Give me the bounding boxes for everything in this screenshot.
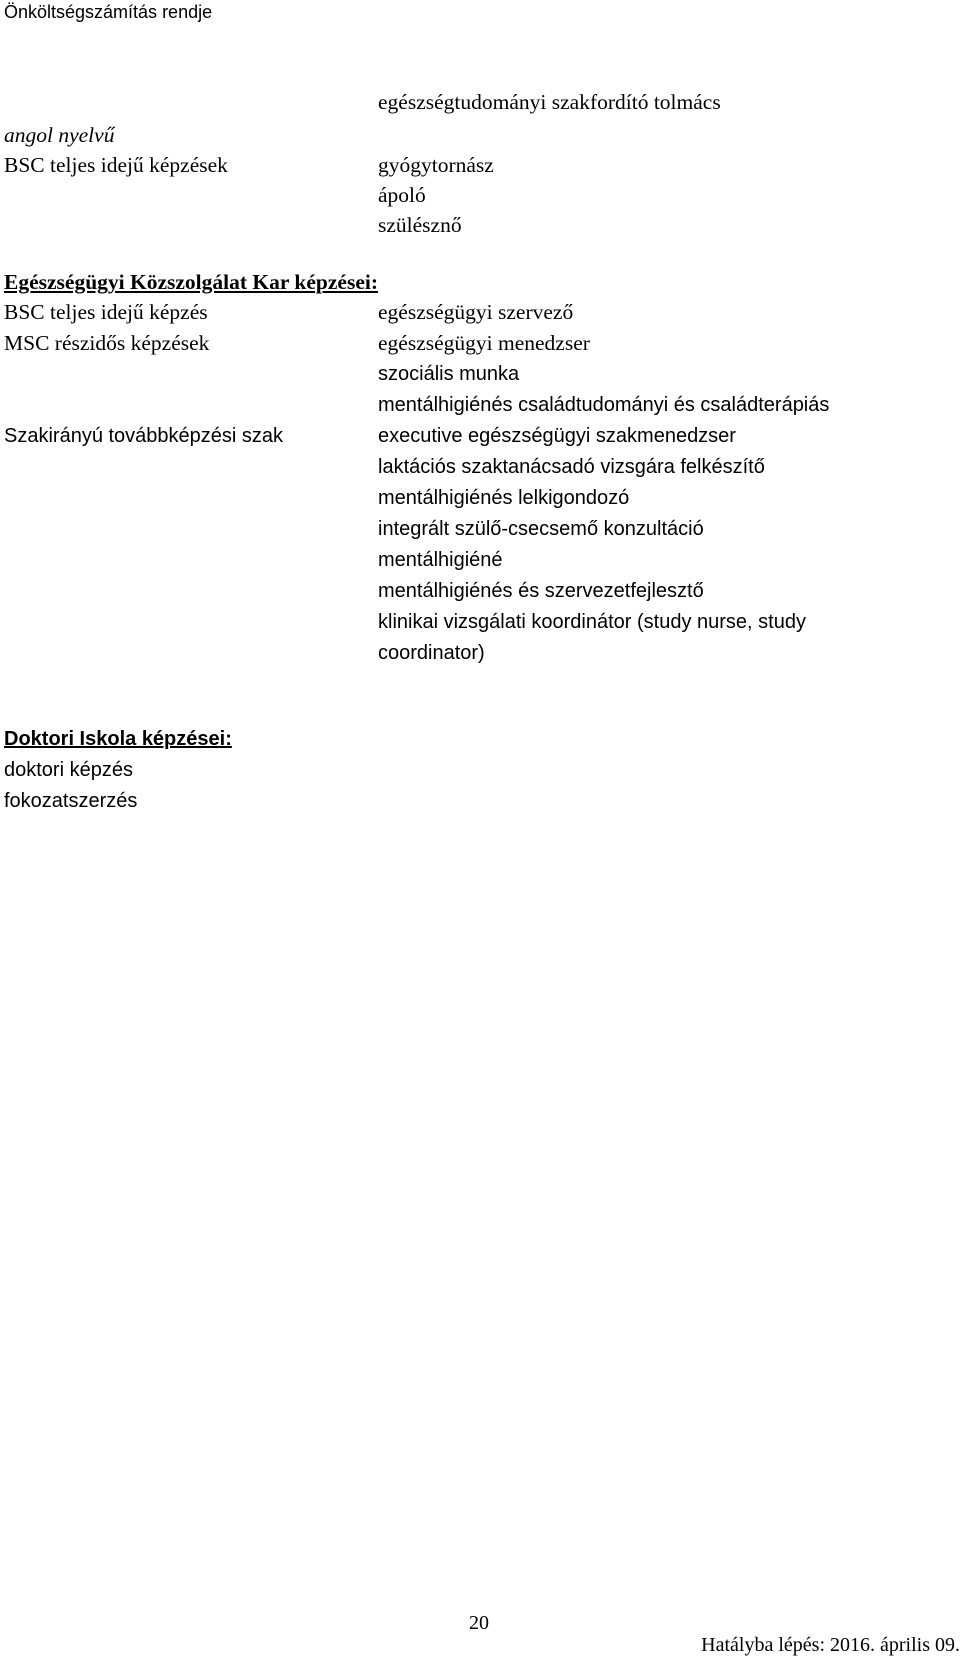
english-language-label: angol nyelvű [4, 123, 115, 147]
specialized-item: laktációs szaktanácsadó vizsgára felkészítő [378, 456, 765, 478]
msc-item: szociális munka [378, 363, 520, 385]
doctoral-item: fokozatszerzés [4, 790, 138, 812]
english-item: ápoló [378, 183, 426, 207]
english-program-label: BSC teljes idejű képzések [4, 153, 228, 177]
specialized-item: integrált szülő-csecsemő konzultáció [378, 518, 704, 540]
msc-item: egészségügyi menedzser [378, 331, 590, 355]
specialized-item: coordinator) [378, 642, 485, 664]
bsc-label: BSC teljes idejű képzés [4, 300, 208, 324]
english-top-item: egészségtudományi szakfordító tolmács [378, 90, 721, 114]
specialized-item: mentálhigiénés lelkigondozó [378, 487, 630, 509]
specialized-item: executive egészségügyi szakmenedzser [378, 425, 736, 447]
specialized-item: klinikai vizsgálati koordinátor (study nurse, study [378, 611, 806, 633]
msc-item: mentálhigiénés családtudományi és családterápiás [378, 394, 830, 416]
specialized-item: mentálhigiéné [378, 549, 503, 571]
page-number: 20 [469, 1612, 489, 1634]
english-item: szülésznő [378, 213, 462, 237]
specialized-item: mentálhigiénés és szervezetfejlesztő [378, 580, 704, 602]
public-service-heading: Egészségügyi Közszolgálat Kar képzései: [4, 270, 379, 294]
doctoral-item: doktori képzés [4, 759, 133, 781]
specialized-label: Szakirányú továbbképzési szak [4, 425, 284, 447]
bsc-item: egészségügyi szervező [378, 300, 574, 324]
doctoral-heading: Doktori Iskola képzései: [4, 728, 232, 750]
english-item: gyógytornász [378, 153, 494, 177]
page-header-title: Önköltségszámítás rendje [4, 2, 213, 22]
msc-label: MSC részidős képzések [4, 331, 210, 355]
effective-date: Hatályba lépés: 2016. április 09. [701, 1634, 960, 1656]
